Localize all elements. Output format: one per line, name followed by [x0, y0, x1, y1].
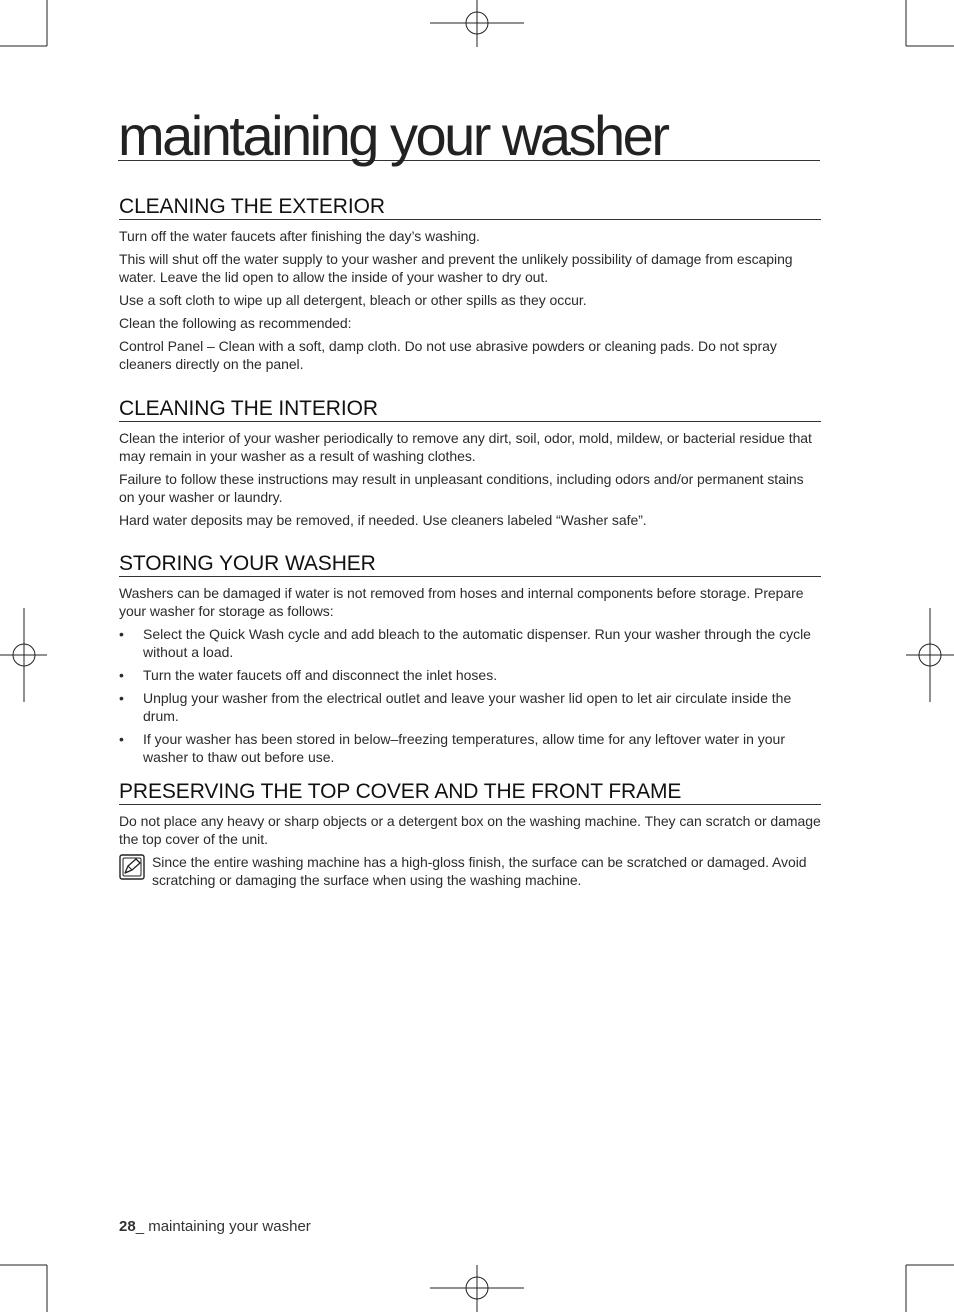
list-item-text: Select the Quick Wash cycle and add bleach to the automatic dispenser. Run your washer through the cycle without a load. [143, 626, 811, 660]
section-heading: PRESERVING THE TOP COVER AND THE FRONT FRAME [119, 780, 821, 805]
paragraph: Use a soft cloth to wipe up all detergent, bleach or other spills as they occur. [119, 292, 587, 308]
paragraph: Failure to follow these instructions may result in unpleasant conditions, including odors and/or permanent stains on your washer or laundry. [119, 471, 804, 505]
section-cleaning-exterior [119, 195, 821, 373]
list-item [119, 625, 821, 661]
storage-steps-list [119, 625, 821, 766]
note-text: Since the entire washing machine has a high-gloss finish, the surface can be scratched or damaged. Avoid scratching or damaging the surface when using the washing machine. [152, 854, 807, 888]
section-storing-washer [119, 552, 821, 766]
section-heading: CLEANING THE EXTERIOR [119, 195, 821, 220]
section-heading: CLEANING THE INTERIOR [119, 397, 821, 422]
list-item-text: Turn the water faucets off and disconnect the inlet hoses. [143, 667, 498, 683]
paragraph: Do not place any heavy or sharp objects or a detergent box on the washing machine. They can scratch or damage the top cover of the unit. [119, 813, 821, 847]
list-item [119, 666, 821, 684]
paragraph: Control Panel – Clean with a soft, damp cloth. Do not use abrasive powders or cleaning pads. Do not spray cleaners directly on the panel. [119, 338, 777, 372]
bullet-icon: • [119, 731, 124, 747]
paragraph: Clean the following as recommended: [119, 315, 352, 331]
section-preserving-top-cover [119, 780, 821, 889]
paragraph: Clean the interior of your washer periodically to remove any dirt, soil, odor, mold, mildew, or bacterial residue that may remain in your washer as a result of washing clothes. [119, 430, 812, 464]
bullet-icon: • [119, 626, 124, 642]
page-number: 28 [119, 1218, 136, 1235]
paragraph: Washers can be damaged if water is not removed from hoses and internal components before storage. Prepare your washer for storage as follows: [119, 585, 804, 619]
page-footer [119, 1218, 311, 1235]
bullet-icon: • [119, 690, 124, 706]
section-cleaning-interior [119, 397, 821, 529]
footer-label: _ maintaining your washer [135, 1218, 311, 1235]
bullet-icon: • [119, 667, 124, 683]
paragraph: Turn off the water faucets after finishing the day’s washing. [119, 228, 480, 244]
section-heading: STORING YOUR WASHER [119, 552, 821, 577]
list-item [119, 730, 821, 766]
list-item-text: If your washer has been stored in below–freezing temperatures, allow time for any leftover water in your washer to thaw out before use. [143, 731, 785, 765]
list-item [119, 689, 821, 725]
list-item-text: Unplug your washer from the electrical outlet and leave your washer lid open to let air circulate inside the drum. [143, 690, 792, 724]
paragraph: Hard water deposits may be removed, if needed. Use cleaners labeled “Washer safe”. [119, 512, 647, 528]
paragraph: This will shut off the water supply to your washer and prevent the unlikely possibility of damage from escaping water. Leave the lid open to allow the inside of your washer to dry out. [119, 251, 793, 285]
page-title: maintaining your washer [118, 108, 820, 161]
note-pencil-icon [119, 854, 145, 880]
note-callout [119, 853, 821, 889]
